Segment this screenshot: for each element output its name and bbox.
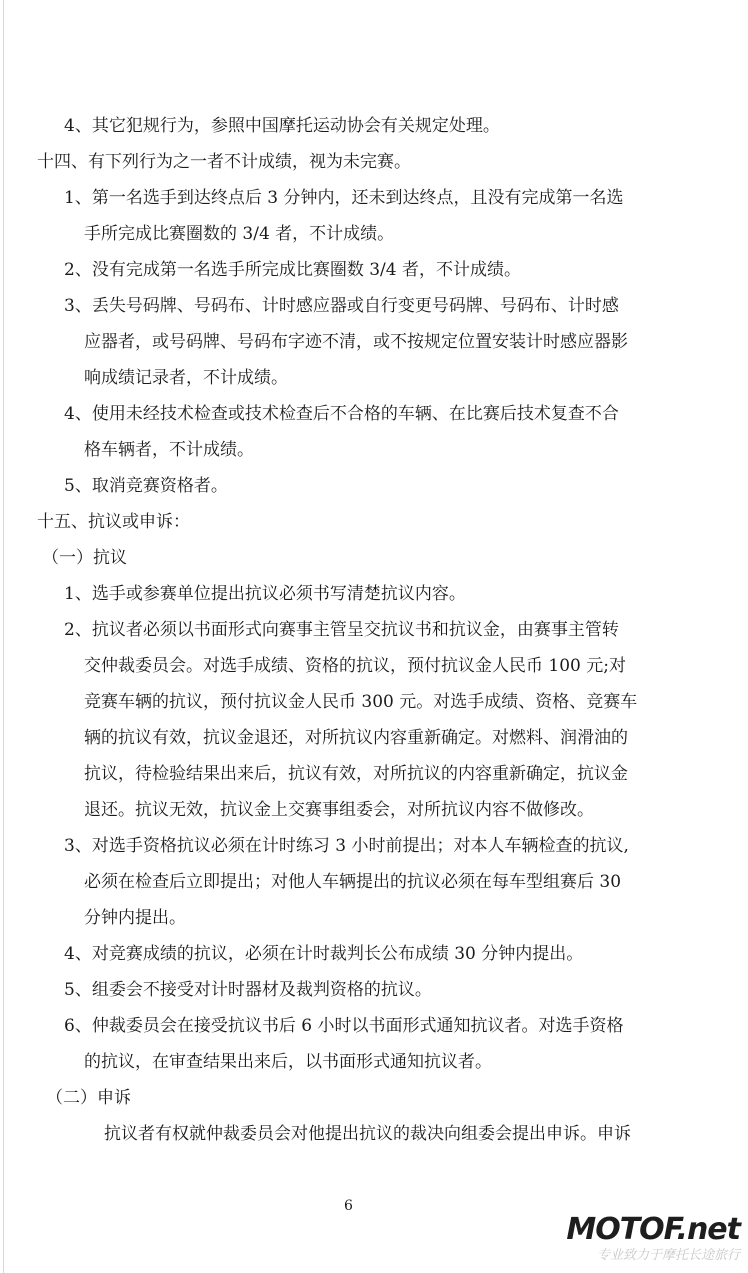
section-heading: 十四、有下列行为之一者不计成绩，视为未完赛。	[37, 152, 411, 172]
doc-line: 4、对竞赛成绩的抗议，必须在计时裁判长公布成绩 30 分钟内提出。	[64, 944, 584, 964]
doc-line: 交仲裁委员会。对选手成绩、资格的抗议，预付抗议金人民币 100 元;对	[84, 656, 626, 676]
doc-line: 4、其它犯规行为，参照中国摩托运动协会有关规定处理。	[64, 116, 500, 136]
doc-line: 4、使用未经技术检查或技术检查后不合格的车辆、在比赛后技术复查不合	[64, 404, 619, 424]
doc-line: 响成绩记录者，不计成绩。	[84, 368, 288, 388]
page-edge	[3, 0, 4, 1273]
doc-line: 竞赛车辆的抗议，预付抗议金人民币 300 元。对选手成绩、资格、竞赛车	[84, 692, 638, 712]
doc-line: 1、选手或参赛单位提出抗议必须书写清楚抗议内容。	[64, 584, 466, 604]
doc-line: 2、抗议者必须以书面形式向赛事主管呈交抗议书和抗议金，由赛事主管转	[64, 620, 619, 640]
doc-line: 的抗议，在审查结果出来后，以书面形式通知抗议者。	[84, 1052, 492, 1072]
watermark	[566, 1212, 744, 1268]
subsection-heading: （二）申诉	[46, 1088, 131, 1108]
section-heading: 十五、抗议或申诉：	[37, 512, 190, 532]
doc-line: 必须在检查后立即提出；对他人车辆提出的抗议必须在每车型组赛后 30	[84, 872, 622, 892]
doc-line: 手所完成比赛圈数的 3/4 者，不计成绩。	[84, 224, 395, 244]
page-number: 6	[344, 1198, 353, 1214]
doc-line: 分钟内提出。	[84, 908, 186, 928]
doc-line: 抗议，待检验结果出来后，抗议有效，对所抗议的内容重新确定，抗议金	[84, 764, 628, 784]
watermark-logo: MOTOF.net	[566, 1212, 740, 1247]
doc-line: 5、组委会不接受对计时器材及裁判资格的抗议。	[64, 980, 432, 1000]
doc-line: 抗议者有权就仲裁委员会对他提出抗议的裁决向组委会提出申诉。申诉	[104, 1124, 631, 1144]
doc-line: 辆的抗议有效，抗议金退还，对所抗议内容重新确定。对燃料、润滑油的	[84, 728, 628, 748]
doc-line: 3、丢失号码牌、号码布、计时感应器或自行变更号码牌、号码布、计时感	[64, 296, 619, 316]
doc-line: 格车辆者，不计成绩。	[84, 440, 254, 460]
doc-line: 2、没有完成第一名选手所完成比赛圈数 3/4 者，不计成绩。	[64, 260, 521, 280]
doc-line: 应器者，或号码牌、号码布字迹不清，或不按规定位置安装计时感应器影	[84, 332, 628, 352]
doc-line: 3、对选手资格抗议必须在计时练习 3 小时前提出；对本人车辆检查的抗议,	[64, 836, 629, 856]
doc-line: 5、取消竞赛资格者。	[64, 476, 228, 496]
watermark-tagline: 专业致力于摩托长途旅行	[596, 1248, 740, 1263]
subsection-heading: （一）抗议	[42, 548, 127, 568]
doc-line: 6、仲裁委员会在接受抗议书后 6 小时以书面形式通知抗议者。对选手资格	[64, 1016, 624, 1036]
doc-line: 1、第一名选手到达终点后 3 分钟内，还未到达终点，且没有完成第一名选	[64, 188, 624, 208]
doc-line: 退还。抗议无效，抗议金上交赛事组委会，对所抗议内容不做修改。	[84, 800, 594, 820]
